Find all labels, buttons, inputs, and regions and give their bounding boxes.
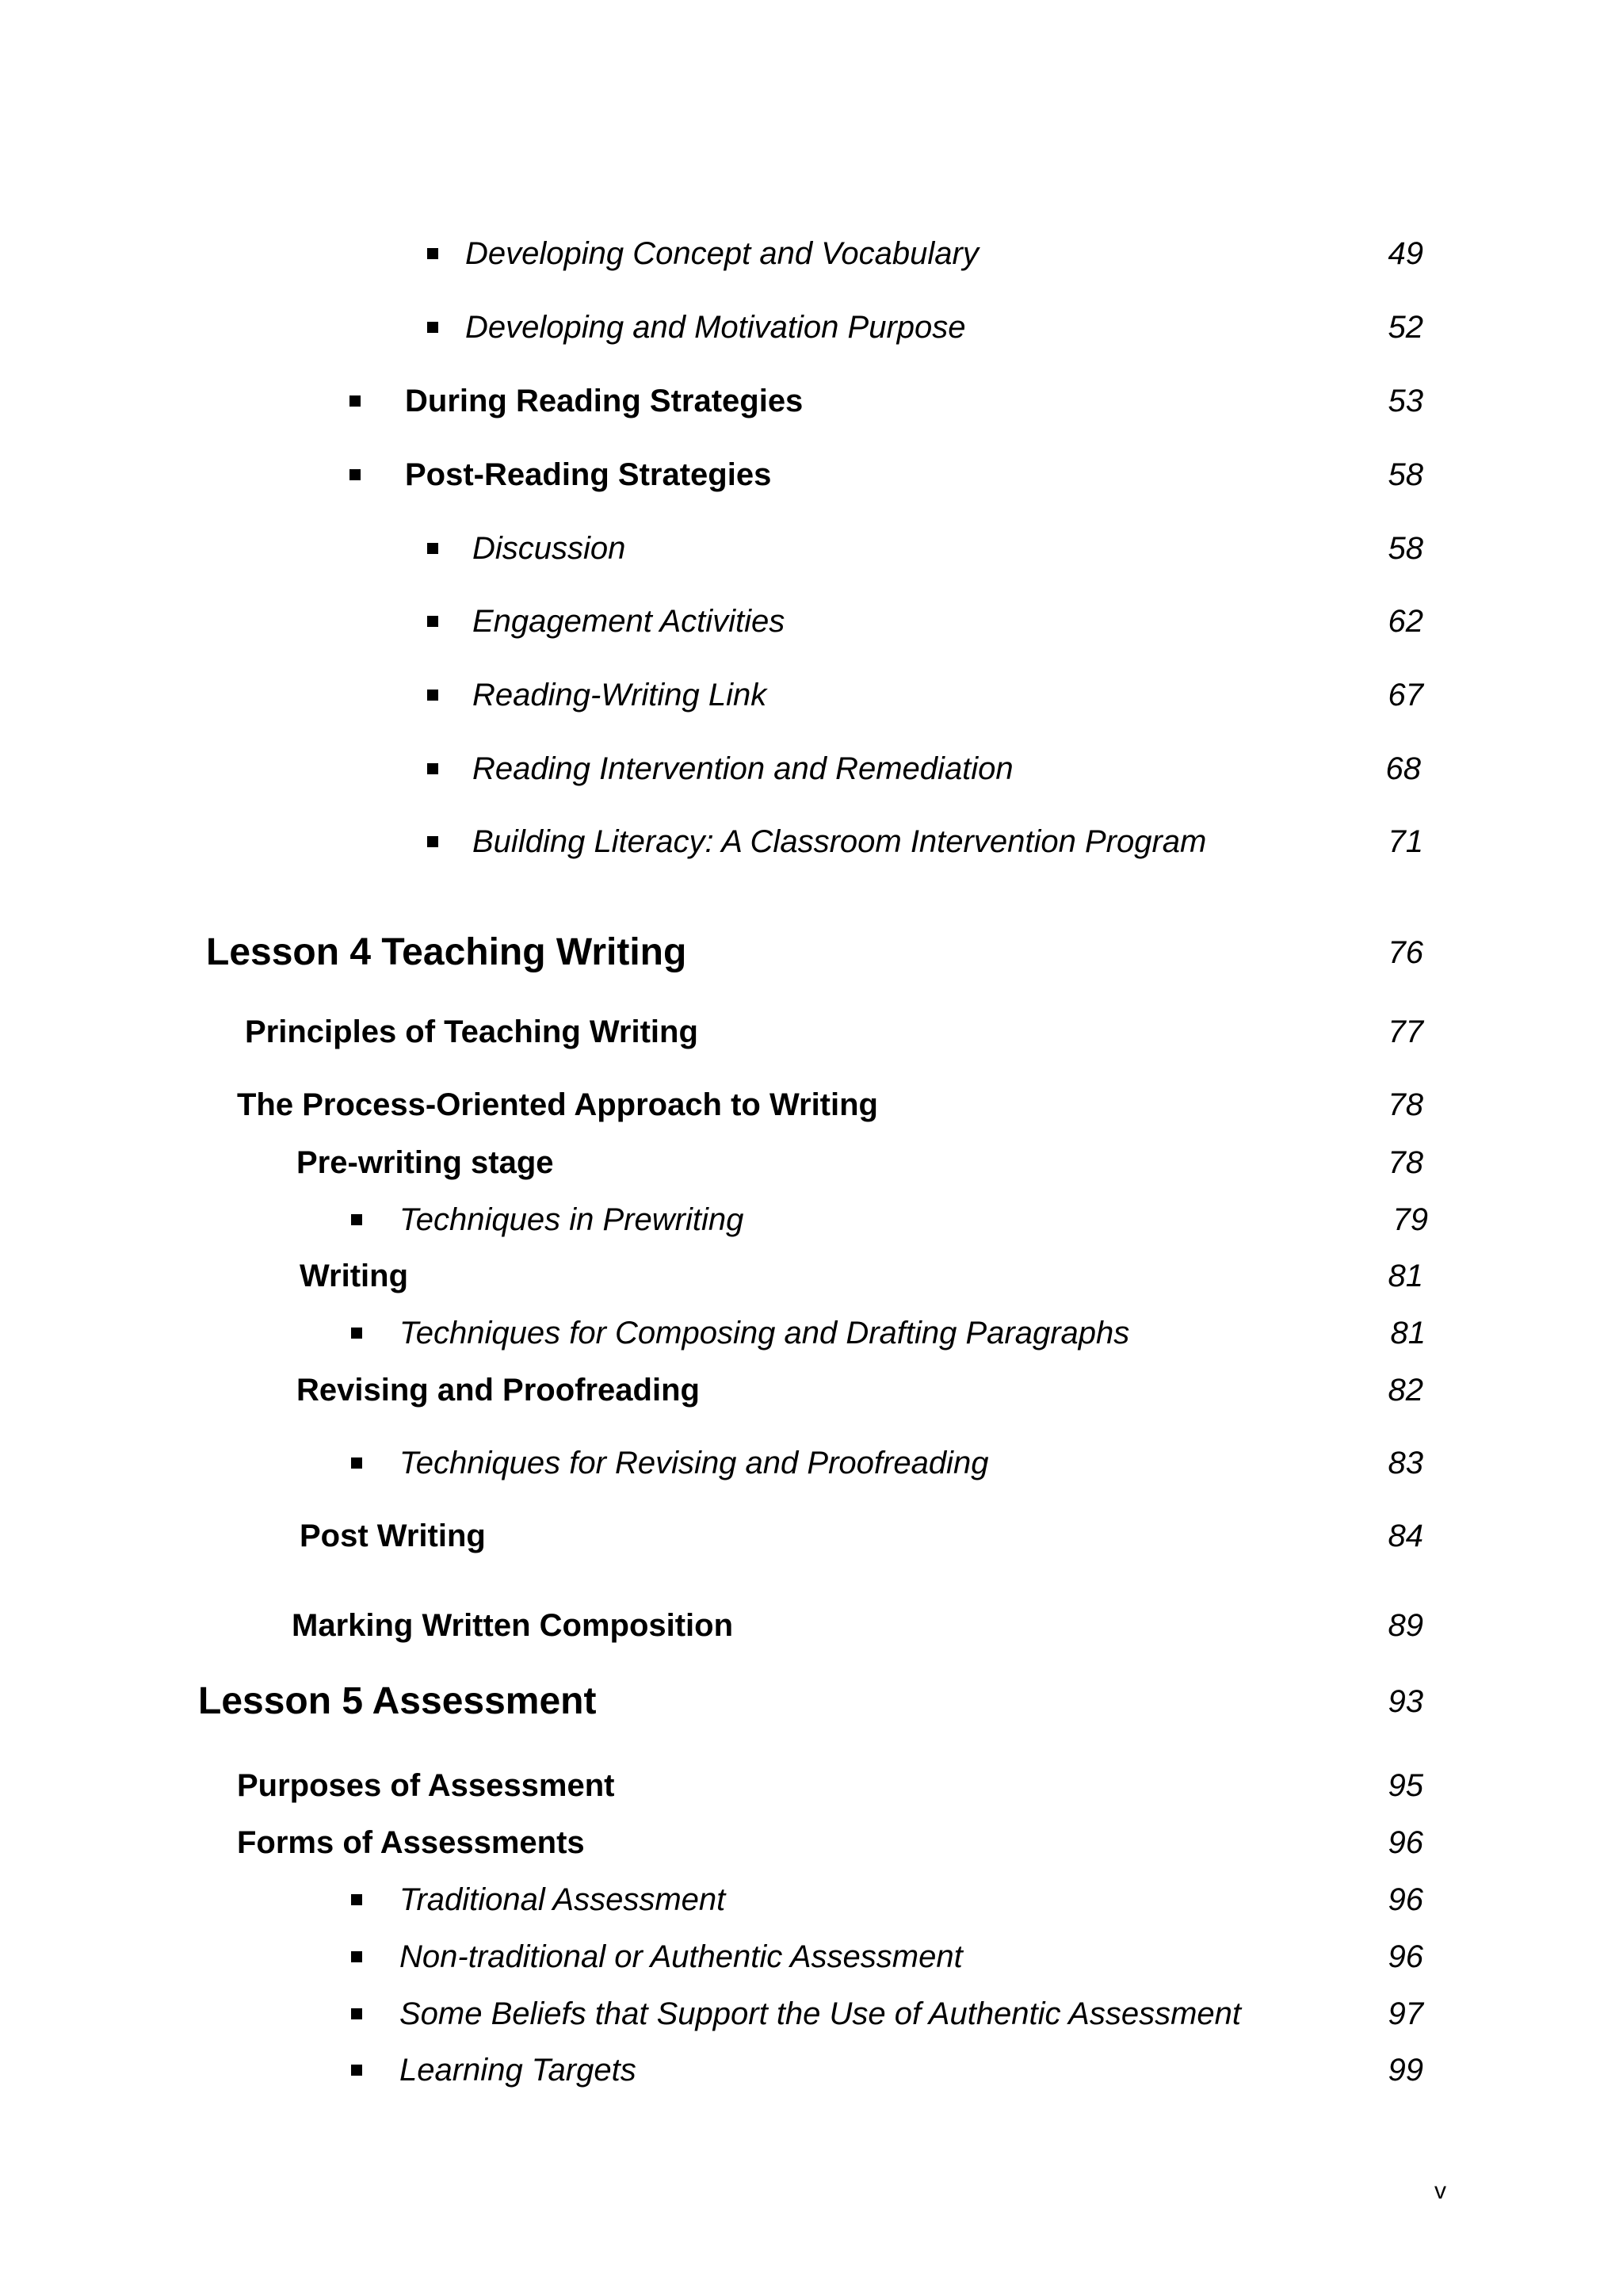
square-bullet-icon — [427, 322, 438, 333]
square-bullet-icon — [427, 690, 438, 701]
toc-entry-page: 84 — [1388, 1519, 1423, 1553]
toc-entry — [0, 1990, 1623, 2038]
square-bullet-icon — [427, 836, 438, 847]
toc-entry — [0, 1602, 1623, 1649]
toc-entry — [0, 1933, 1623, 1981]
toc-entry — [0, 671, 1623, 719]
toc-entry — [0, 1512, 1623, 1560]
toc-entry-page: 93 — [1388, 1684, 1423, 1719]
square-bullet-icon — [427, 763, 438, 774]
toc-entry-title: Writing — [300, 1259, 409, 1293]
toc-entry-title: Discussion — [472, 531, 626, 566]
toc-entry-lesson — [0, 1678, 1623, 1725]
toc-entry-title: Pre-writing stage — [296, 1145, 554, 1180]
toc-entry-title: During Reading Strategies — [405, 384, 804, 418]
toc-entry — [0, 1252, 1623, 1300]
toc-entry-title: Developing Concept and Vocabulary — [465, 236, 979, 271]
toc-entry-page: 83 — [1388, 1446, 1423, 1480]
toc-entry-title: Lesson 4 Teaching Writing — [206, 931, 687, 973]
toc-entry-page: 97 — [1388, 1996, 1423, 2031]
page-number: v — [1434, 2178, 1446, 2204]
toc-entry-title: Some Beliefs that Support the Use of Authentic Assessment — [399, 1996, 1242, 2031]
toc-entry-page: 99 — [1388, 2053, 1423, 2088]
toc-entry-title: Purposes of Assessment — [237, 1768, 615, 1803]
toc-entry-page: 58 — [1388, 457, 1423, 492]
toc-entry-title: Techniques in Prewriting — [399, 1202, 744, 1237]
square-bullet-icon — [351, 1951, 362, 1962]
toc-entry — [0, 2046, 1623, 2094]
toc-entry-title: Reading Intervention and Remediation — [472, 751, 1014, 786]
toc-entry — [0, 304, 1623, 351]
toc-entry-title: The Process-Oriented Approach to Writing — [237, 1087, 878, 1122]
toc-entry — [0, 745, 1623, 793]
toc-entry-title: Non-traditional or Authentic Assessment — [399, 1939, 963, 1974]
toc-entry — [0, 1366, 1623, 1414]
toc-entry-title: Learning Targets — [399, 2053, 636, 2088]
toc-entry — [0, 1876, 1623, 1924]
toc-entry-page: 71 — [1388, 824, 1423, 859]
toc-entry-title: Revising and Proofreading — [296, 1373, 700, 1408]
toc-entry-page: 96 — [1388, 1939, 1423, 1974]
toc-entry-page: 58 — [1388, 531, 1423, 566]
toc-entry — [0, 818, 1623, 865]
toc-entry-title: Lesson 5 Assessment — [198, 1680, 597, 1722]
toc-entry-page: 95 — [1388, 1768, 1423, 1803]
toc-entry-title: Developing and Motivation Purpose — [465, 310, 966, 345]
square-bullet-icon — [351, 1214, 362, 1225]
toc-entry-title: Post Writing — [300, 1519, 486, 1553]
toc-entry-page: 82 — [1388, 1373, 1423, 1408]
toc-entry-page: 62 — [1388, 604, 1423, 639]
toc-entry-page: 49 — [1388, 236, 1423, 271]
toc-entry — [0, 451, 1623, 499]
toc-entry — [0, 230, 1623, 277]
toc-entry-page: 52 — [1388, 310, 1423, 345]
toc-entry-title: Post-Reading Strategies — [405, 457, 772, 492]
toc-entry — [0, 1008, 1623, 1056]
toc-entry-title: Traditional Assessment — [399, 1882, 726, 1917]
toc-entry-title: Techniques for Composing and Drafting Paragraphs — [399, 1316, 1130, 1350]
toc-entry-page: 89 — [1388, 1608, 1423, 1643]
toc-entry-page: 96 — [1388, 1825, 1423, 1860]
square-bullet-icon — [427, 248, 438, 259]
toc-entry-page: 81 — [1388, 1259, 1423, 1293]
toc-entry — [0, 377, 1623, 425]
square-bullet-icon — [351, 1894, 362, 1905]
square-bullet-icon — [351, 1457, 362, 1469]
toc-entry — [0, 598, 1623, 645]
square-bullet-icon — [427, 543, 438, 554]
toc-entry-page: 78 — [1388, 1087, 1423, 1122]
toc-entry-page: 53 — [1388, 384, 1423, 418]
toc-entry-page: 67 — [1388, 678, 1423, 712]
square-bullet-icon — [349, 469, 361, 480]
toc-entry-title: Engagement Activities — [472, 604, 785, 639]
toc-entry — [0, 1309, 1623, 1357]
toc-entry — [0, 1762, 1623, 1809]
toc-entry-title: Marking Written Composition — [292, 1608, 734, 1643]
toc-entry-title: Forms of Assessments — [237, 1825, 585, 1860]
toc-entry-lesson — [0, 929, 1623, 976]
toc-entry-page: 96 — [1388, 1882, 1423, 1917]
toc-entry-page: 76 — [1388, 935, 1423, 970]
toc-entry — [0, 1819, 1623, 1866]
toc-entry-page: 78 — [1388, 1145, 1423, 1180]
toc-entry-title: Techniques for Revising and Proofreading — [399, 1446, 989, 1480]
square-bullet-icon — [427, 616, 438, 627]
toc-entry — [0, 1196, 1623, 1244]
toc-entry — [0, 525, 1623, 572]
square-bullet-icon — [351, 1328, 362, 1339]
toc-entry-page: 68 — [1385, 751, 1421, 786]
toc-entry — [0, 1139, 1623, 1186]
toc-entry — [0, 1439, 1623, 1487]
square-bullet-icon — [351, 2008, 362, 2019]
toc-entry-title: Reading-Writing Link — [472, 678, 767, 712]
square-bullet-icon — [349, 395, 361, 407]
toc-entry-page: 79 — [1392, 1202, 1428, 1237]
toc-entry-title: Principles of Teaching Writing — [245, 1014, 698, 1049]
toc-entry-page: 81 — [1390, 1316, 1426, 1350]
square-bullet-icon — [351, 2065, 362, 2076]
toc-entry — [0, 1081, 1623, 1129]
toc-entry-title: Building Literacy: A Classroom Intervention Program — [472, 824, 1207, 859]
toc-entry-page: 77 — [1388, 1014, 1423, 1049]
